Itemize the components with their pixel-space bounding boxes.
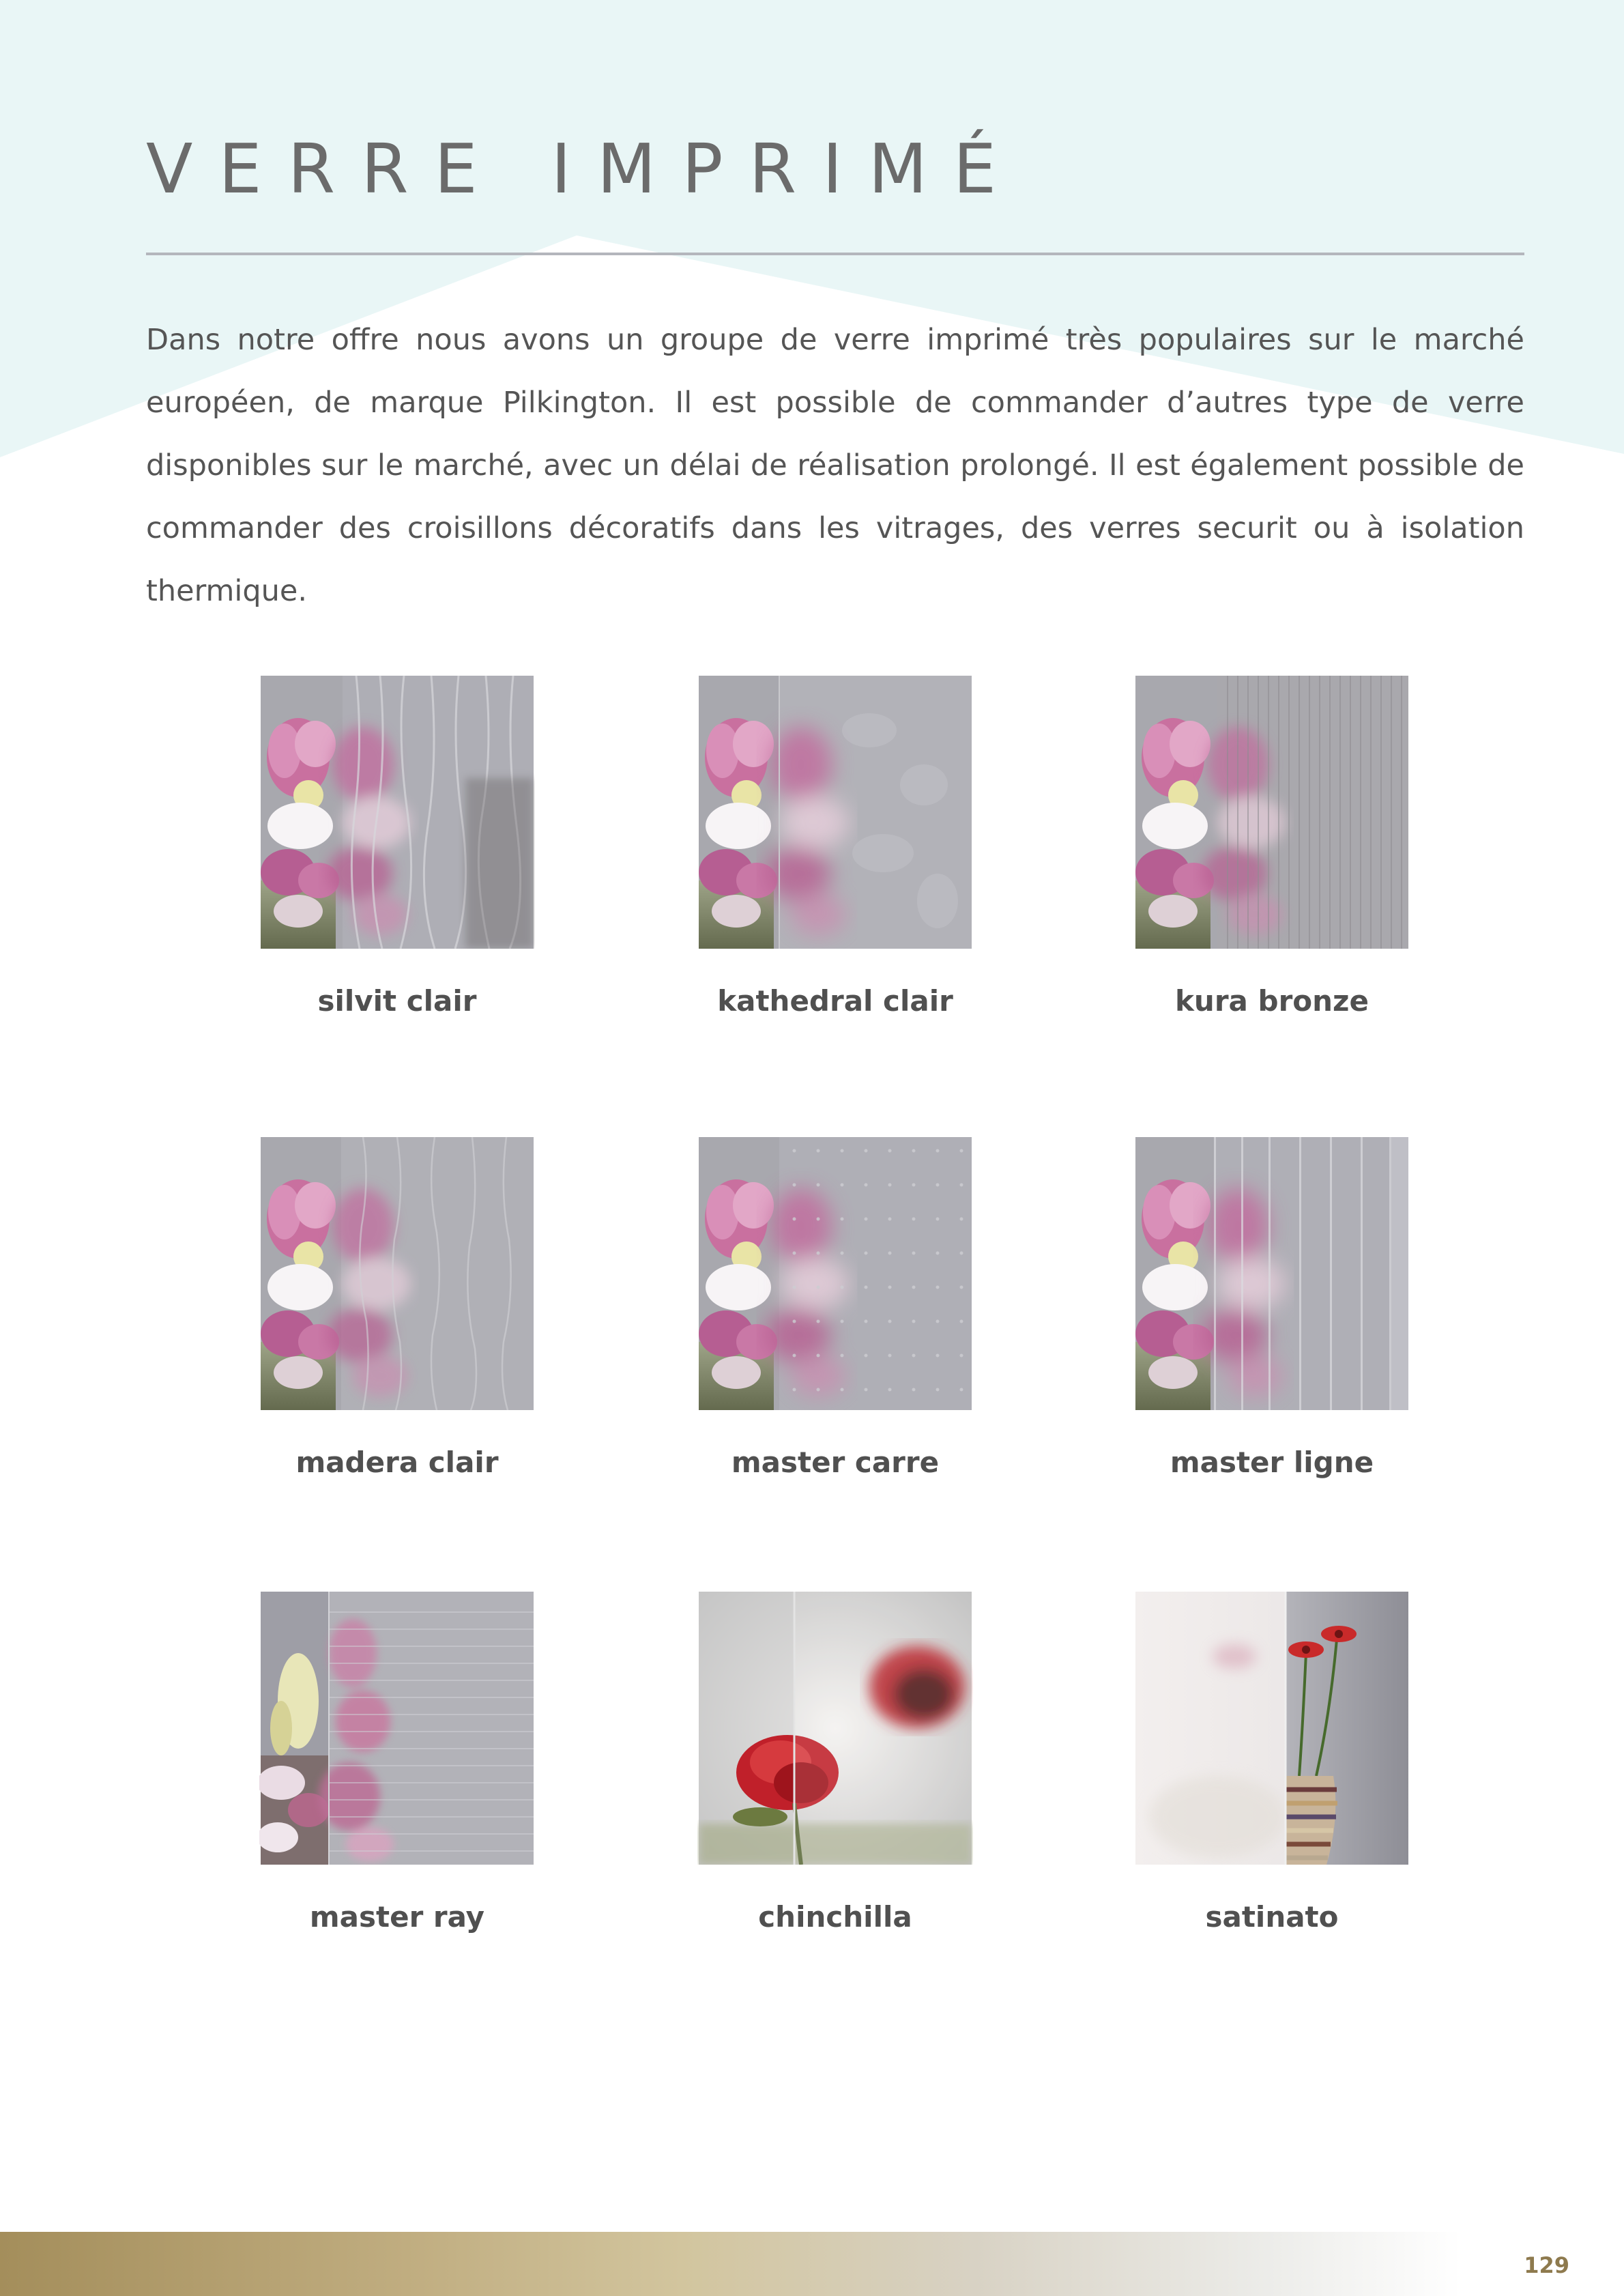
sample-label: master ray bbox=[309, 1900, 485, 1934]
sample-label: madera clair bbox=[295, 1446, 499, 1479]
title-divider bbox=[146, 253, 1524, 255]
carre-dots-texture-image bbox=[697, 1137, 973, 1410]
sample-label: chinchilla bbox=[758, 1900, 912, 1934]
kura-texture-image bbox=[1134, 676, 1410, 949]
glass-sample-madera-clair bbox=[179, 1137, 615, 1480]
chinchilla-texture-image bbox=[697, 1592, 973, 1865]
silvit-texture-image bbox=[259, 676, 535, 949]
sample-label: kathedral clair bbox=[717, 984, 953, 1018]
sample-label: silvit clair bbox=[317, 984, 477, 1018]
glass-sample-master-ligne bbox=[1054, 1137, 1490, 1480]
kathedral-texture-image bbox=[697, 676, 973, 949]
sample-label: satinato bbox=[1205, 1900, 1339, 1934]
glass-sample-kathedral-clair bbox=[617, 676, 1054, 1018]
glass-sample-chinchilla bbox=[617, 1592, 1054, 1934]
sample-label: master carre bbox=[731, 1446, 940, 1479]
madera-texture-image bbox=[259, 1137, 535, 1410]
sample-label: kura bronze bbox=[1175, 984, 1369, 1018]
page-title: VERRE IMPRIMÉ bbox=[146, 129, 1023, 209]
sample-label: master ligne bbox=[1170, 1446, 1374, 1479]
glass-sample-kura-bronze bbox=[1054, 676, 1490, 1018]
vertical-lines-texture-image bbox=[1134, 1137, 1410, 1410]
ray-lines-texture-image bbox=[259, 1592, 535, 1865]
footer-gradient-band bbox=[0, 2232, 1624, 2296]
glass-sample-master-ray bbox=[179, 1592, 615, 1934]
intro-paragraph: Dans notre offre nous avons un groupe de verre imprimé très populaires sur le marché européen, de marque Pilkington. Il est possible de commander d’autres type de verre disponibles sur le marché, avec un délai de réalisation prolongé. Il est également possible de commander des croisillons décoratifs dans les vitrages, des verres securit ou à isolation thermique. bbox=[146, 323, 1524, 608]
page-number: 129 bbox=[1524, 2252, 1569, 2278]
glass-sample-master-carre bbox=[617, 1137, 1054, 1480]
glass-sample-silvit-clair bbox=[179, 676, 615, 1018]
glass-sample-satinato bbox=[1054, 1592, 1490, 1934]
satin-texture-image bbox=[1134, 1592, 1410, 1865]
